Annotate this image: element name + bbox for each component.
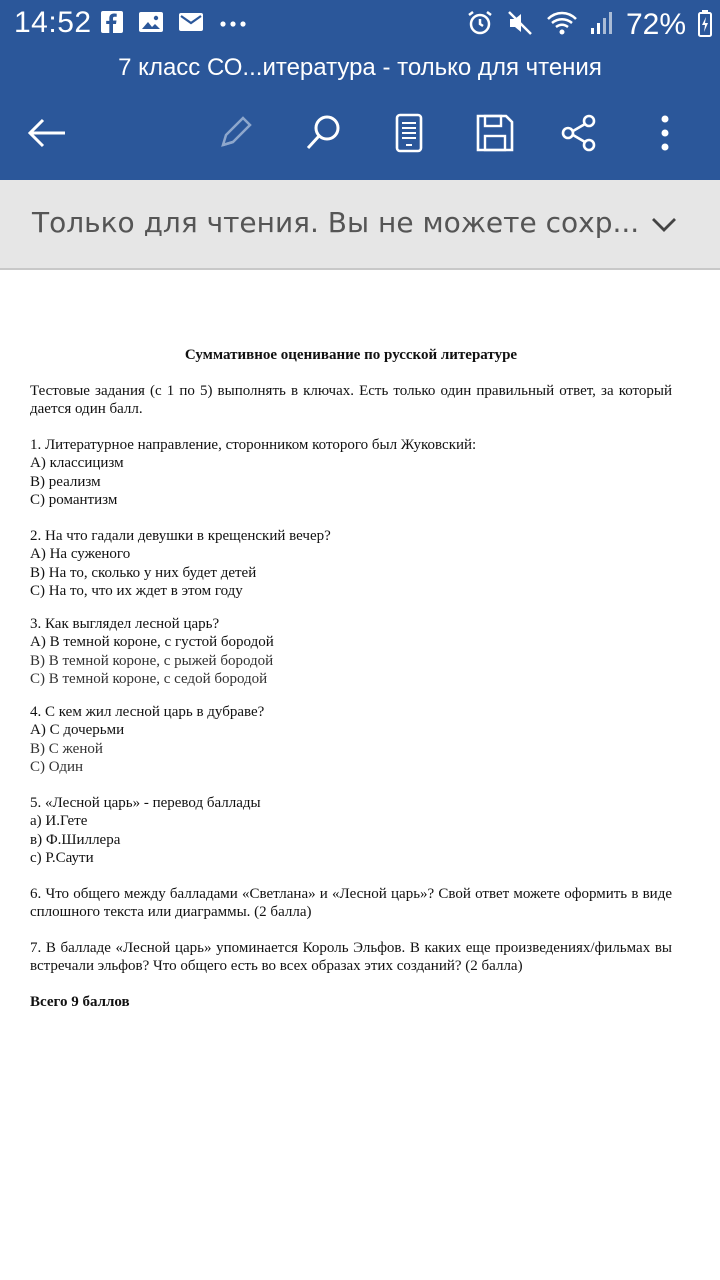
answer-option: А) С дочерьми — [30, 722, 125, 738]
answer-option: С) Один — [30, 759, 84, 775]
answer-option: А) В темной короне, с густой бородой — [30, 634, 274, 650]
question-6: 6. Что общего между балладами «Светлана» и «Лесной царь»? Свой ответ можете оформить в виде сплошного текста или диаграммы. (2 балла) — [30, 885, 672, 920]
document-page — [30, 346, 672, 1011]
search-button[interactable] — [298, 108, 348, 158]
mute-icon — [506, 9, 534, 42]
back-button[interactable] — [22, 108, 72, 158]
question-4 — [30, 703, 672, 777]
total-score: Всего 9 баллов — [30, 993, 130, 1010]
save-button[interactable] — [470, 108, 520, 158]
chevron-down-icon[interactable] — [648, 208, 680, 240]
answer-option: А) На суженого — [30, 546, 131, 562]
answer-option: в) Ф.Шиллера — [30, 831, 121, 848]
share-icon — [559, 113, 599, 153]
mobile-view-icon — [394, 113, 424, 153]
edit-button[interactable] — [210, 108, 260, 158]
document-heading: Суммативное оценивание по русской литературе — [184, 347, 518, 363]
answer-option: с) Р.Саути — [30, 850, 94, 866]
image-icon — [138, 10, 164, 39]
facebook-icon — [100, 10, 124, 39]
answer-option: А) классицизм — [30, 455, 124, 471]
more-dots-icon — [218, 16, 248, 34]
mobile-view-button[interactable] — [384, 108, 434, 158]
question-text: 4. С кем жил лесной царь в дубраве? — [30, 703, 265, 720]
battery-percent: 72% — [625, 8, 686, 41]
back-arrow-icon — [27, 117, 67, 149]
mail-icon — [178, 11, 204, 38]
answer-option: В) реализм — [30, 473, 101, 490]
intro-paragraph: Тестовые задания (с 1 по 5) выполнять в ключах. Есть только один правильный ответ, за который дается один балл. — [30, 382, 672, 417]
battery-icon — [698, 9, 712, 42]
question-text: 2. На что гадали девушки в крещенский вечер? — [30, 527, 331, 544]
edit-pencil-icon — [215, 113, 255, 153]
share-button[interactable] — [554, 108, 604, 158]
question-1 — [30, 436, 672, 510]
question-text: 5. «Лесной царь» - перевод баллады — [30, 794, 261, 811]
wifi-icon — [546, 10, 578, 41]
status-time: 14:52 — [14, 6, 92, 39]
question-5 — [30, 794, 672, 868]
answer-option: С) В темной короне, с седой бородой — [30, 671, 268, 687]
answer-option: С) На то, что их ждет в этом году — [30, 583, 243, 599]
answer-option: С) романтизм — [30, 492, 118, 508]
question-7: 7. В балладе «Лесной царь» упоминается Король Эльфов. В каких еще произведениях/фильмах вы встречали эльфов? Что общего есть во всех образах этих созданий? (2 балла) — [30, 939, 672, 974]
save-icon — [475, 113, 515, 153]
notification-icons — [100, 10, 248, 39]
answer-option: В) В темной короне, с рыжей бородой — [30, 652, 274, 669]
question-text: 1. Литературное направление, сторонником которого был Жуковский: — [30, 436, 477, 453]
system-icons — [466, 8, 712, 42]
document-title: 7 класс СО...итература - только для чтения — [118, 54, 602, 81]
question-3 — [30, 615, 672, 689]
answer-option: а) И.Гете — [30, 813, 88, 829]
read-only-banner[interactable] — [0, 180, 720, 270]
toolbar — [0, 108, 720, 160]
answer-option: В) С женой — [30, 740, 103, 757]
more-options-button[interactable] — [640, 108, 690, 158]
alarm-icon — [466, 9, 494, 42]
more-vertical-icon — [659, 113, 671, 153]
app-header — [0, 0, 720, 180]
read-only-message: Только для чтения. Вы не можете сохр... — [32, 206, 640, 239]
question-text: 3. Как выглядел лесной царь? — [30, 615, 220, 632]
status-bar — [0, 0, 720, 48]
search-icon — [303, 113, 343, 153]
answer-option: В) На то, сколько у них будет детей — [30, 564, 257, 581]
signal-icon — [590, 10, 614, 41]
question-2 — [30, 527, 672, 601]
